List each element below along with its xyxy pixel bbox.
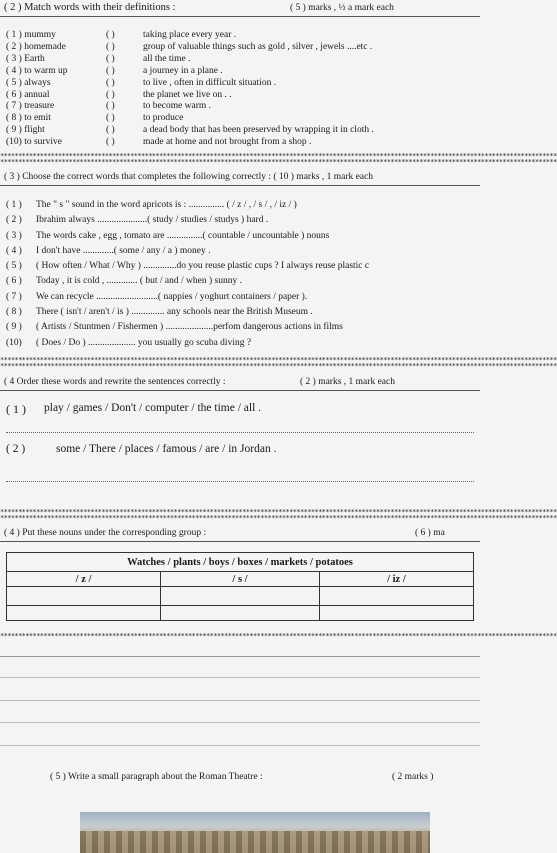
answer-blank[interactable]: ( ) <box>106 65 115 76</box>
list-item: ( 8 ) to emit <box>6 113 51 124</box>
q4a-s1-words: play / games / Don't / computer / the time / all . <box>44 402 262 414</box>
definition: a journey in a plane . <box>143 65 223 76</box>
question-text: The words cake , egg , tomato are ...............( countable / uncountable ) nouns <box>36 230 330 241</box>
question-number: ( 2 ) <box>6 215 22 226</box>
definition: a dead body that has been preserved by wrapping it in cloth . <box>143 125 374 136</box>
answer-blank[interactable]: ( ) <box>106 53 115 64</box>
question-number: ( 1 ) <box>6 200 22 210</box>
definition: the planet we live on . . <box>143 89 232 100</box>
answer-cell[interactable] <box>319 587 473 606</box>
q5-marks: ( 2 marks ) <box>392 772 434 782</box>
question-number: ( 7 ) <box>6 291 22 302</box>
answer-blank[interactable]: ( ) <box>106 89 115 100</box>
definition: made at home and not brought from a shop . <box>143 137 312 148</box>
writing-line[interactable] <box>0 656 480 657</box>
q2-left-column <box>6 30 67 149</box>
column-header-s: / s / <box>161 572 320 587</box>
definition: group of valuable things such as gold , silver , jewels ....etc . <box>143 41 373 52</box>
question-number: ( 3 ) <box>6 230 22 241</box>
nouns-row: Watches / plants / boys / boxes / markets / potatoes <box>7 553 474 572</box>
list-item: ( 4 ) to warm up <box>6 65 68 76</box>
answer-blank[interactable]: ( ) <box>106 125 115 136</box>
answer-blank[interactable]: ( ) <box>106 113 115 124</box>
q4b-marks: ( 6 ) ma <box>415 528 445 538</box>
writing-line[interactable] <box>0 677 480 678</box>
q2-title: ( 2 ) Match words with their definitions : <box>4 2 176 13</box>
answer-cell[interactable] <box>7 606 161 621</box>
writing-line[interactable] <box>0 745 480 746</box>
list-item: ( 2 ) homemade <box>6 41 66 52</box>
question-number: ( 8 ) <box>6 307 22 318</box>
q4b-title: ( 4 ) Put these nouns under the corresponding group : <box>4 528 207 538</box>
question-text: The " s " sound in the word apricots is : ............... ( / z / , / s / , / iz / ) <box>36 200 297 210</box>
q5-title: ( 5 ) Write a small paragraph about the Roman Theatre : <box>50 772 263 782</box>
q2-blank-column <box>106 30 115 149</box>
column-header-z: / z / <box>7 572 161 587</box>
question-text: ( Does / Do ) .................... you usually go scuba diving ? <box>36 337 252 348</box>
list-item: ( 9 ) flight <box>6 125 45 136</box>
list-item: ( 5 ) always <box>6 77 51 88</box>
answer-cell[interactable] <box>161 587 320 606</box>
question-text: Ibrahim always .....................( study / studies / studys ) hard . <box>36 215 269 226</box>
q2-right-column <box>143 30 374 149</box>
answer-blank[interactable]: ( ) <box>106 41 115 52</box>
q4a-s1-number: ( 1 ) <box>6 402 26 416</box>
star-divider: ********************************************************************************************************************************************************** <box>0 632 557 640</box>
question-number: ( 9 ) <box>6 322 22 333</box>
q3-number-column <box>6 198 22 351</box>
list-item: ( 6 ) annual <box>6 89 50 100</box>
q4a-s2-words: some / There / places / famous / are / in Jordan . <box>56 443 277 455</box>
list-item: ( 3 ) Earth <box>6 53 45 64</box>
star-divider: ********************************************************************************************************************************************************** <box>0 514 557 522</box>
answer-blank[interactable]: ( ) <box>106 101 115 112</box>
question-number: ( 4 ) <box>6 245 22 256</box>
question-text: We can recycle ..........................( nappies / yoghurt containers / paper ). <box>36 291 308 302</box>
column-header-iz: / iz / <box>319 572 473 587</box>
question-number: ( 6 ) <box>6 276 22 287</box>
answer-blank[interactable]: ( ) <box>106 77 115 88</box>
list-item: (10) to survive <box>6 137 62 148</box>
answer-line[interactable] <box>6 481 474 482</box>
question-text: ( Artists / Stuntmen / Fishermen ) ....................perfom dangerous actions in films <box>36 322 343 333</box>
question-number: ( 5 ) <box>6 261 22 272</box>
q4a-title: ( 4 Order these words and rewrite the sentences correctly : <box>4 377 226 387</box>
question-text: There ( isn't / aren't / is ) .............. any schools near the British Museum . <box>36 307 313 318</box>
star-divider: ********************************************************************************************************************************************************** <box>0 508 557 516</box>
question-text: ( How often / What / Why ) ..............do you reuse plastic cups ? I always reuse plastic c <box>36 261 370 272</box>
definition: to live , often in difficult situation . <box>143 77 277 88</box>
group-table <box>6 552 474 621</box>
answer-cell[interactable] <box>7 587 161 606</box>
q4a-marks: ( 2 ) marks , 1 mark each <box>300 377 395 387</box>
definition: taking place every year . <box>143 30 237 40</box>
q3-question-column <box>36 198 476 351</box>
definition: all the time . <box>143 53 191 64</box>
writing-line[interactable] <box>0 722 480 723</box>
roman-theatre-photo <box>80 812 430 853</box>
q2-marks: ( 5 ) marks , ½ a mark each <box>290 3 394 13</box>
writing-line[interactable] <box>0 700 480 701</box>
star-divider: ********************************************************************************************************************************************************** <box>0 362 557 370</box>
q4a-s2-number: ( 2 ) <box>6 443 26 455</box>
definition: to become warm . <box>143 101 212 112</box>
star-divider: ********************************************************************************************************************************************************** <box>0 158 557 166</box>
star-divider: ********************************************************************************************************************************************************** <box>0 356 557 364</box>
star-divider: ********************************************************************************************************************************************************** <box>0 152 557 160</box>
list-item: ( 1 ) mummy <box>6 30 56 40</box>
answer-blank[interactable]: ( ) <box>106 137 115 148</box>
question-text: Today , it is cold , ............. ( but / and / when ) sunny . <box>36 276 242 287</box>
answer-line[interactable] <box>6 432 474 433</box>
definition: to produce <box>143 113 184 124</box>
answer-blank[interactable]: ( ) <box>106 30 115 40</box>
answer-cell[interactable] <box>161 606 320 621</box>
question-text: I don't have .............( some / any / a ) money . <box>36 245 211 256</box>
question-number: (10) <box>6 337 22 348</box>
q3-title: ( 3 ) Choose the correct words that completes the following correctly : ( 10 ) marks , 1 mark each <box>4 172 374 182</box>
list-item: ( 7 ) treasure <box>6 101 55 112</box>
answer-cell[interactable] <box>319 606 473 621</box>
